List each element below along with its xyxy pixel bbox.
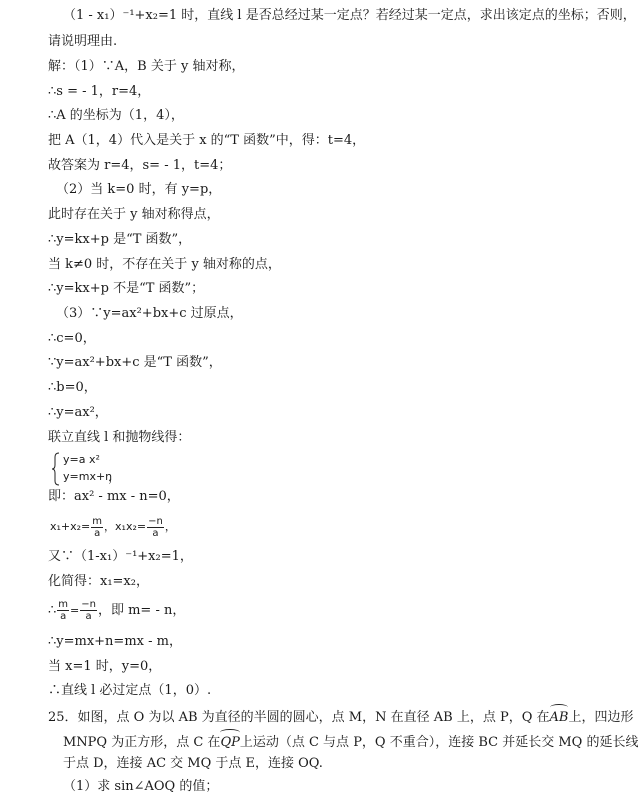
equation-2: y=mx+n	[63, 470, 113, 483]
text-line-7: 故答案为 r=4，s= - 1，t=4；	[48, 158, 232, 173]
text-line-17: ∴y=ax²，	[48, 405, 108, 420]
text-line-22: ∴y=mx+n=mx - m，	[48, 634, 182, 649]
frac-den: a	[85, 611, 92, 622]
text-line-12: ∴y=kx+p 不是“T 函数”；	[48, 281, 205, 296]
frac-den: a	[152, 527, 159, 539]
text-line-11: 当 k≠0 时，不存在关于 y 轴对称的点，	[48, 257, 281, 272]
ratio-prefix: ∴	[48, 603, 57, 618]
text-line-20: 又∵（1-x₁）⁻¹+x₂=1，	[48, 549, 193, 564]
text-line-19: 即：ax² - mx - n=0，	[48, 489, 180, 504]
system-comma: ，	[108, 470, 122, 485]
frac-num: −n	[148, 515, 163, 527]
frac-den: a	[94, 527, 101, 539]
problem-25-line-4: （1）求 sin∠AOQ 的值；	[63, 779, 219, 794]
text-line-10: ∴y=kx+p 是“T 函数”，	[48, 232, 192, 247]
p25-text-c: MNPQ 为正方形，点 C 在	[63, 735, 221, 750]
brace-icon	[52, 452, 60, 486]
problem-25-line-2	[63, 731, 638, 752]
text-line-18: 联立直线 l 和抛物线得：	[48, 430, 191, 445]
frac-den: a	[60, 611, 67, 622]
frac-num: m	[58, 599, 69, 610]
text-line-14: ∴c=0，	[48, 331, 96, 346]
text-line-24: ∴直线 l 必过定点（1，0）.	[48, 683, 212, 698]
text-line-3: 解：（1）∵A，B 关于 y 轴对称，	[48, 59, 245, 74]
vieta-sum: x₁+x₂=	[50, 520, 91, 533]
vieta-frac-1	[91, 516, 103, 539]
problem-25-line-1	[48, 706, 633, 727]
vieta-frac-2	[147, 516, 164, 539]
text-line-6: 把 A（1，4）代入是关于 x 的“T 函数”中，得：t=4，	[48, 133, 366, 148]
text-line-13: （3）∵y=ax²+bx+c 过原点，	[56, 306, 243, 321]
text-line-5: ∴A 的坐标为（1，4），	[48, 108, 184, 123]
p25-text-b: 上，四边形	[568, 710, 634, 725]
text-line-1: （1 - x₁）⁻¹+x₂=1 时，直线 l 是否总经过某一定点？若经过某一定点，求出该定点的坐标；否则，	[63, 8, 636, 23]
frac-num: −n	[81, 599, 96, 610]
p25-text-d: 上运动（点 C 与点 P，Q 不重合），连接 BC 并延长交 MQ 的延长线	[239, 735, 638, 750]
frac-num: m	[92, 515, 103, 527]
ratio-eq: =	[70, 604, 80, 617]
text-line-2: 请说明理由.	[48, 34, 118, 49]
ratio-line	[48, 598, 185, 624]
arc-qp: QP	[220, 731, 239, 752]
text-line-8: （2）当 k=0 时，有 y=p，	[56, 182, 222, 197]
ratio-frac-1	[57, 599, 69, 622]
text-line-4: ∴s = - 1，r=4，	[48, 84, 151, 99]
equation-1: y=a x²	[63, 453, 100, 466]
equation-system	[52, 452, 172, 488]
vieta-end: ，	[164, 520, 176, 533]
text-line-16: ∴b=0，	[48, 380, 97, 395]
text-line-9: 此时存在关于 y 轴对称得点，	[48, 207, 220, 222]
vieta-line	[50, 514, 176, 540]
text-line-23: 当 x=1 时，y=0，	[48, 659, 162, 674]
problem-25-line-3: 于点 D，连接 AC 交 MQ 于点 E，连接 OQ.	[63, 756, 323, 771]
ratio-frac-2	[80, 599, 97, 622]
arc-ab: AB	[550, 706, 569, 727]
vieta-mid: ，x₁x₂=	[104, 520, 147, 533]
text-line-21: 化简得：x₁=x₂，	[48, 574, 149, 589]
p25-text-a: 25．如图，点 O 为以 AB 为直径的半圆的圆心，点 M，N 在直径 AB 上，点 P，Q 在	[48, 710, 550, 725]
text-line-15: ∵y=ax²+bx+c 是“T 函数”，	[48, 355, 222, 370]
ratio-text: ，即 m= - n，	[97, 603, 186, 618]
